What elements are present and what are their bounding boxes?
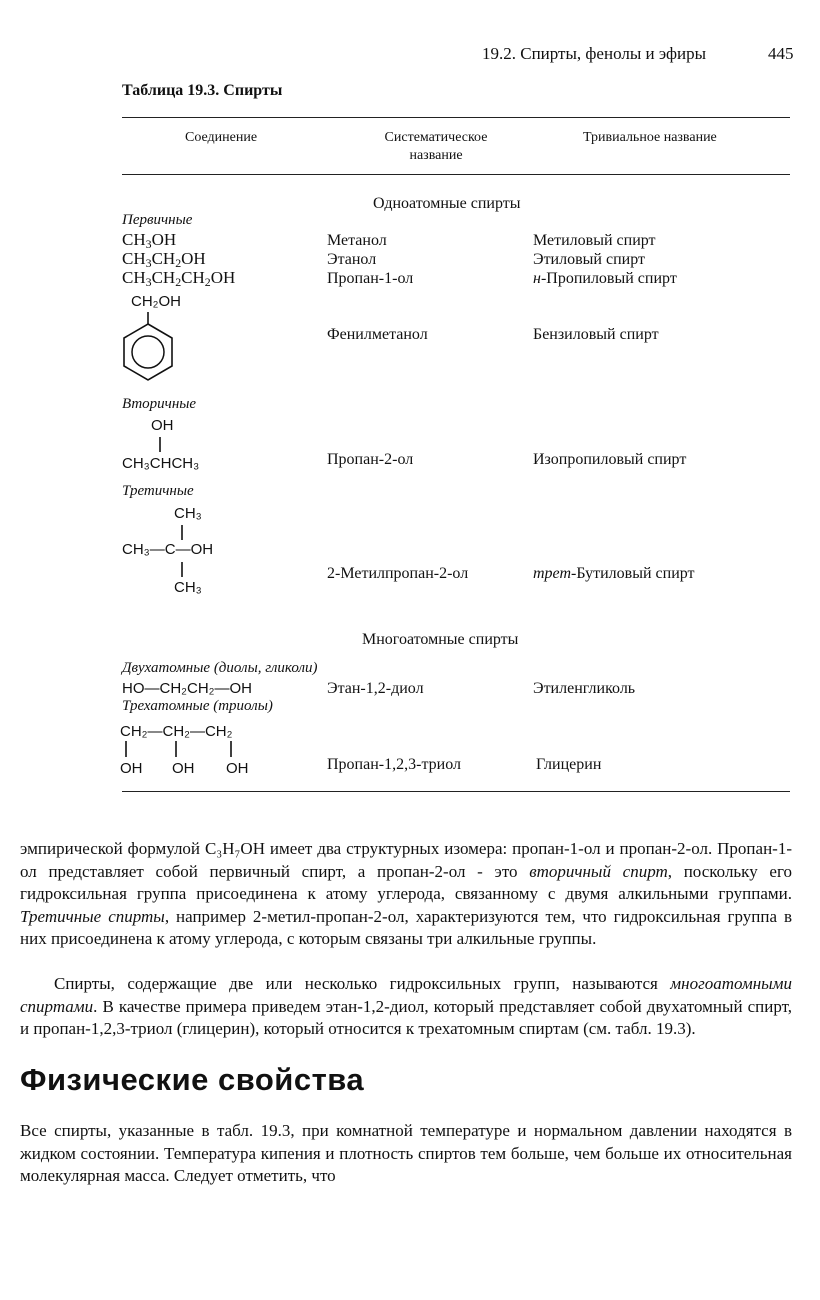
formula-glycerol-chain: CH₂—CH₂—CH₂ — [120, 723, 233, 740]
trivial-benzyl: Бензиловый спирт — [533, 326, 659, 343]
formula-tertbutyl-bottom: CH₃ — [174, 579, 202, 596]
trivial-methanol: Метиловый спирт — [533, 232, 656, 249]
p1-part-a: эмпирической формулой C₃H₇OH имеет два структурных изомера: пропан-1-ол и пропан-2-ол. Пропан-1-ол представляет собой первичный спирт, а пропан-2-ол - это — [20, 839, 792, 881]
p2-part-c: . В качестве примера приведем этан-1,2-диол, который представляет собой двухатомный спирт, и пропан-1,2,3-триол (глицерин), который относится к трехатомным спиртам (см. табл. 19.3). — [20, 996, 792, 1038]
column-header-systematic-line1: Систематическое — [384, 130, 488, 145]
page-number: 445 — [768, 44, 794, 63]
trivial-propanol-rest: -Пропиловый спирт — [540, 270, 677, 287]
paragraph-2 — [20, 973, 792, 1041]
formula-propanol: $CH_3CH_2CH_2OH$ — [122, 268, 236, 289]
glycerol-oh-2: OH — [172, 760, 195, 777]
term-secondary-alcohol: вторичный спирт — [529, 861, 668, 881]
systematic-glycerol: Пропан-1,2,3-триол — [327, 756, 461, 773]
trivial-tertbutyl — [533, 565, 695, 583]
benzene-ring-structure — [116, 310, 186, 390]
systematic-propanol: Пропан-1-ол — [327, 270, 414, 287]
column-header-compound: Соединение — [185, 130, 258, 145]
systematic-methanol: Метанол — [327, 232, 387, 249]
tertbutyl-bond-bottom — [178, 560, 186, 580]
trivial-propanol-prefix: н — [533, 270, 541, 287]
table-top-rule — [122, 117, 790, 118]
tertbutyl-bond-top — [178, 523, 186, 543]
formula-benzyl-substituent: CH₂OH — [131, 293, 181, 310]
paragraph-1 — [20, 838, 792, 951]
p3-text: Все спирты, указанные в табл. 19.3, при комнатной температуре и нормальном давлении находятся в жидком состоянии. Температура кипения и плотность спиртов тем больше, чем больше их относительная молекулярная масса. Следует отметить, что — [20, 1121, 792, 1185]
formula-ethanediol: HO—CH₂CH₂—OH — [122, 680, 252, 697]
trivial-tertbutyl-rest: -Бутиловый спирт — [571, 565, 695, 582]
paragraph-3 — [20, 1120, 792, 1188]
systematic-tertbutyl: 2-Метилпропан-2-ол — [327, 565, 469, 582]
p1-part-c: , поскольку его гидроксильная группа присоединена к атому углерода, связанному с двумя алкильными группами. — [20, 861, 792, 903]
group-diols: Двухатомные (диолы, гликоли) — [122, 660, 318, 676]
systematic-ethanol: Этанол — [327, 251, 377, 268]
term-tertiary-alcohols: Третичные спирты — [20, 906, 165, 926]
table-caption: Таблица 19.3. Спирты — [122, 82, 283, 99]
group-secondary: Вторичные — [122, 396, 197, 412]
section-polyhydric: Многоатомные спирты — [362, 631, 519, 648]
group-primary: Первичные — [122, 212, 193, 228]
column-header-systematic-line2: название — [409, 148, 463, 163]
p2-part-a: Спирты, содержащие две или несколько гидроксильных групп, называются — [54, 974, 671, 993]
benzene-hexagon — [124, 324, 172, 380]
group-triols: Трехатомные (триолы) — [122, 698, 273, 714]
formula-methanol: $CH_3OH$ — [122, 230, 177, 251]
formula-isopropyl-oh: OH — [151, 417, 174, 434]
column-header-systematic — [370, 129, 502, 165]
benzene-aromatic-circle — [132, 336, 164, 368]
p1-part-e: , например 2-метил-пропан-2-ол, характеризуются тем, что гидроксильная группа в них присоединена к атому углерода, с которым связаны три алкильные группы. — [20, 906, 792, 948]
section-monohydric: Одноатомные спирты — [373, 195, 521, 212]
trivial-isopropyl: Изопропиловый спирт — [533, 451, 687, 468]
term-polyhydric-alcohols: многоатомными спиртами — [20, 974, 792, 1016]
systematic-ethanediol: Этан-1,2-диол — [327, 680, 424, 697]
running-title: 19.2. Спирты, фенолы и эфиры — [482, 44, 707, 63]
trivial-propanol — [533, 270, 677, 288]
glycerol-oh-1: OH — [120, 760, 143, 777]
glycerol-bonds — [120, 738, 260, 760]
column-header-trivial: Тривиальное название — [583, 130, 717, 145]
trivial-tertbutyl-prefix: трет — [533, 565, 571, 582]
systematic-benzyl: Фенилметанол — [327, 326, 428, 343]
section-heading-physical-properties: Физические свойства — [20, 1062, 365, 1097]
systematic-isopropyl: Пропан-2-ол — [327, 451, 414, 468]
trivial-ethanediol: Этиленгликоль — [533, 680, 636, 697]
table-bottom-rule — [122, 791, 790, 792]
group-tertiary: Третичные — [122, 483, 194, 499]
formula-ethanol: $CH_3CH_2OH$ — [122, 249, 206, 270]
trivial-glycerol: Глицерин — [536, 756, 602, 773]
trivial-ethanol: Этиловый спирт — [533, 251, 645, 268]
table-header-rule — [122, 174, 790, 175]
formula-tertbutyl-main: CH₃—C—OH — [122, 541, 214, 558]
formula-isopropyl-main: CH₃CHCH₃ — [122, 455, 200, 472]
formula-tertbutyl-top: CH₃ — [174, 505, 202, 522]
isopropyl-bond — [156, 435, 164, 455]
glycerol-oh-3: OH — [226, 760, 249, 777]
